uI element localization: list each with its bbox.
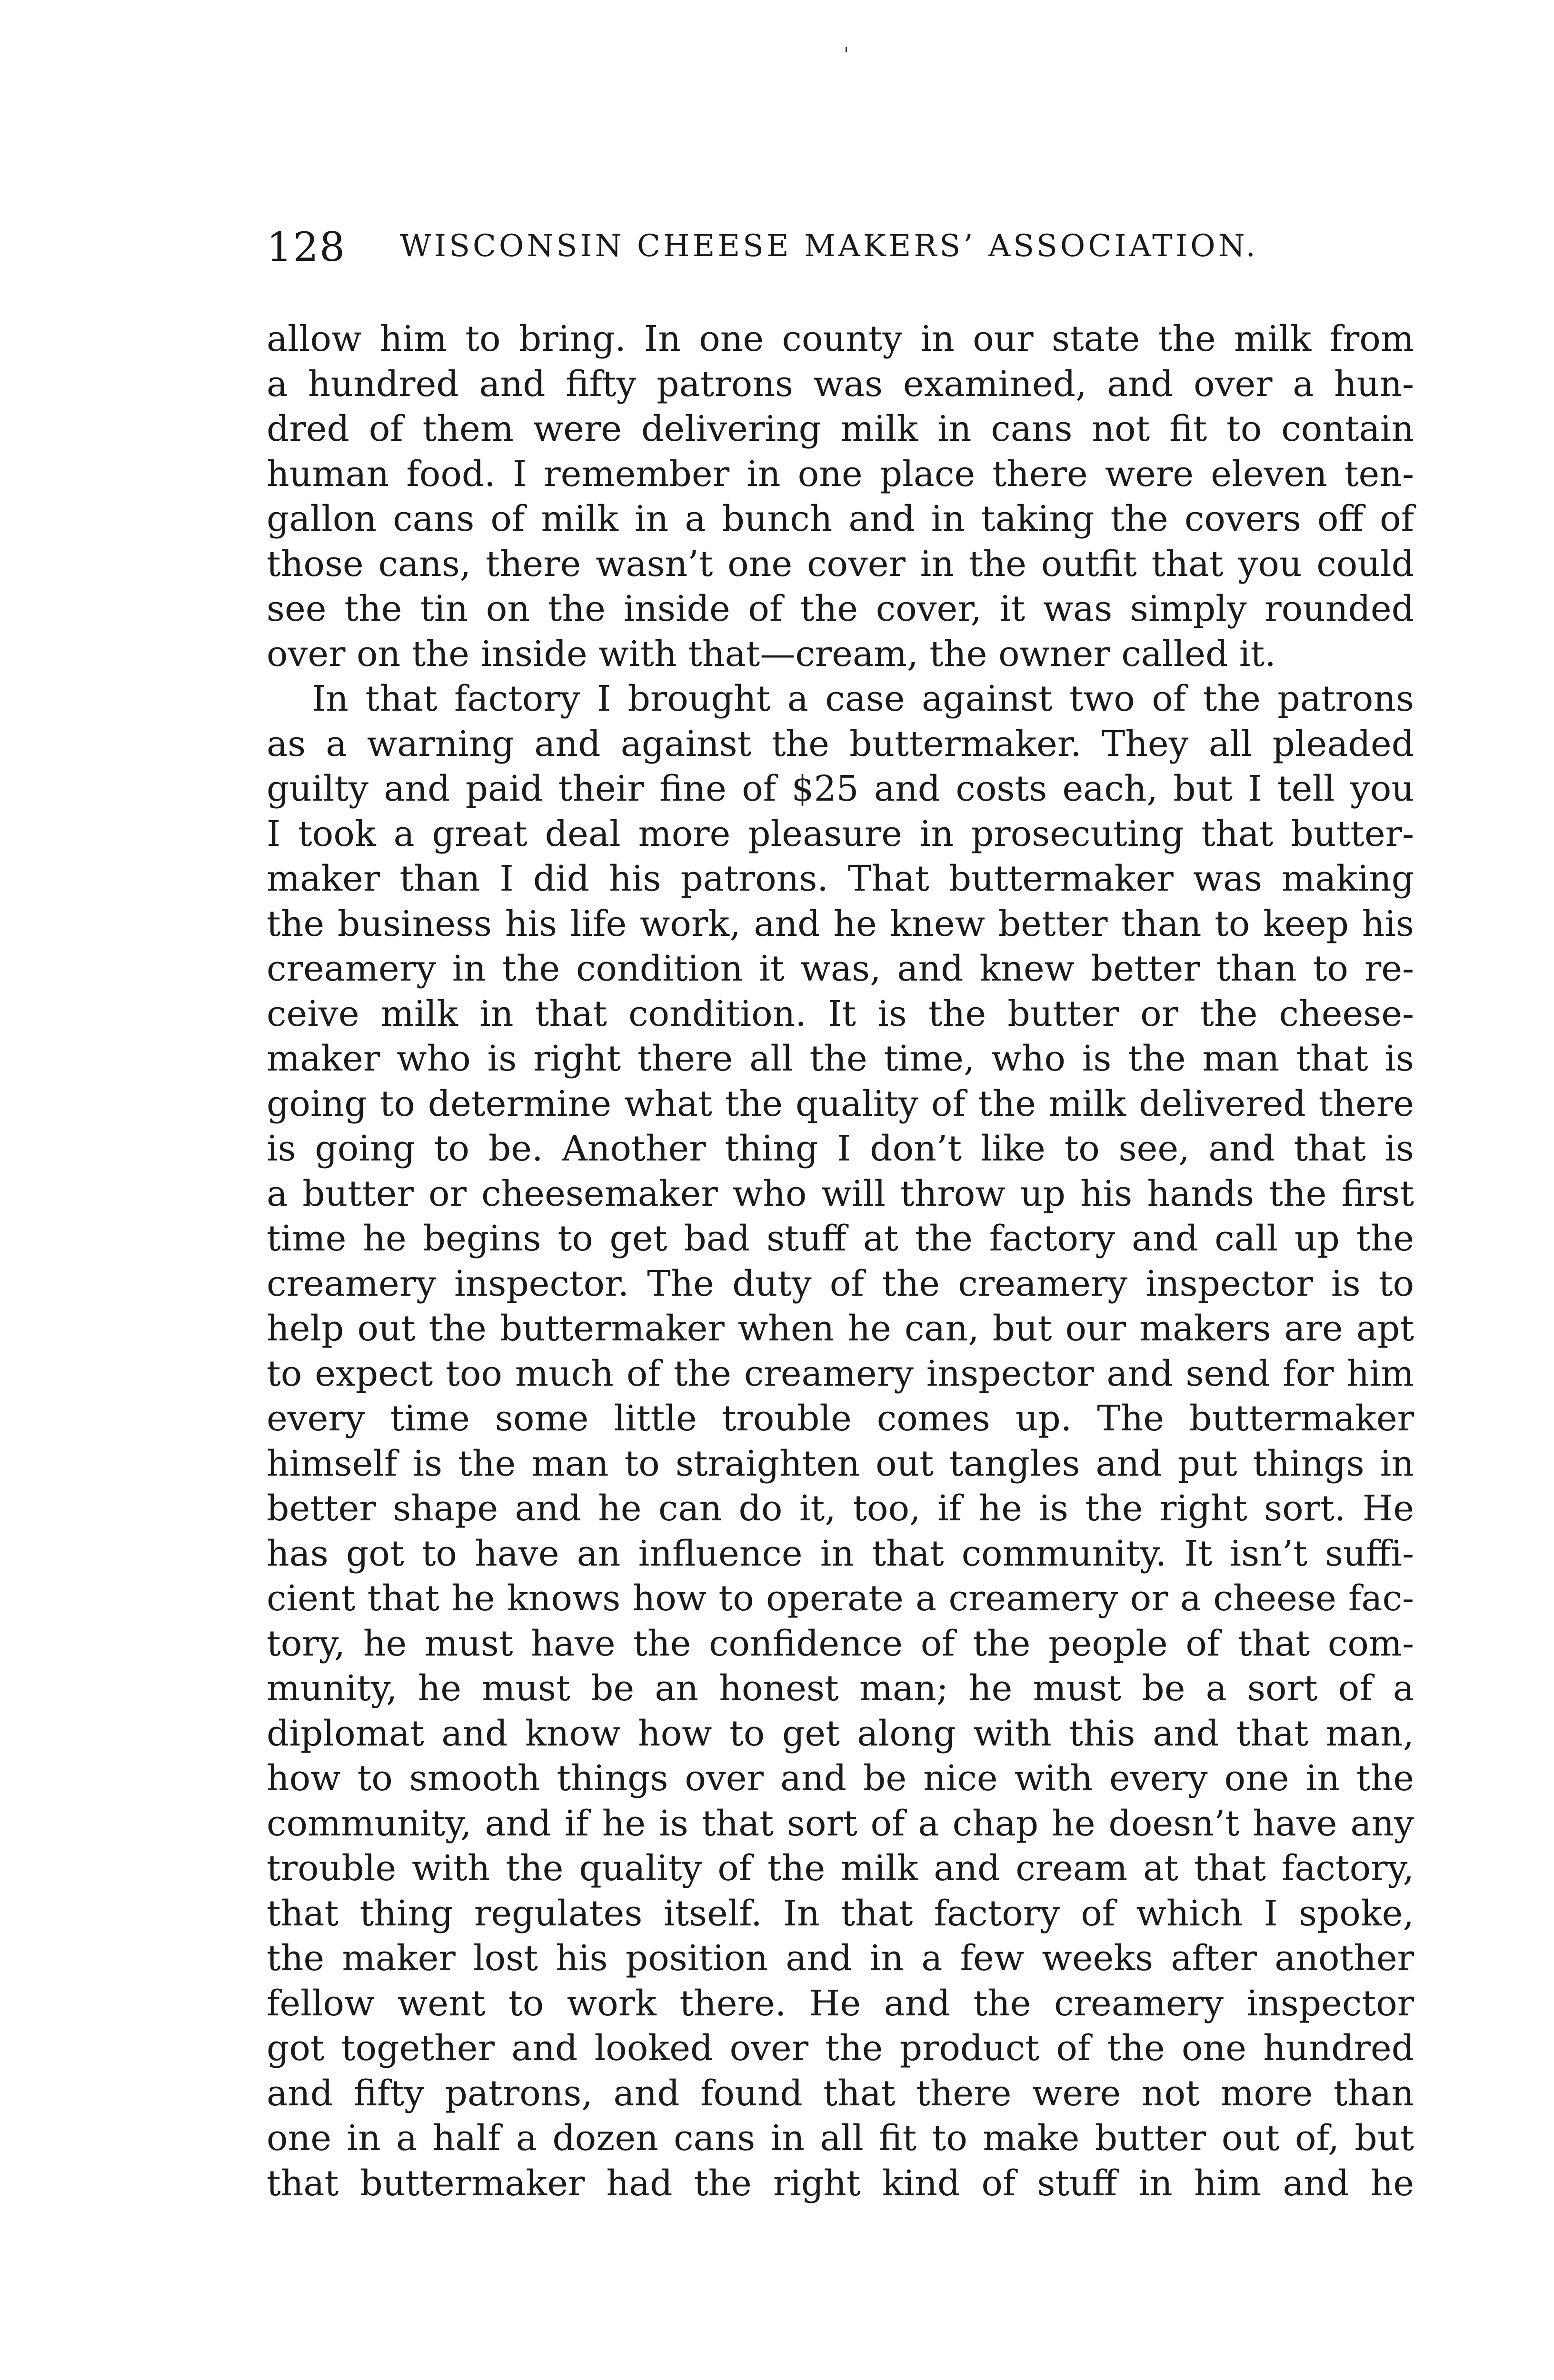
- text-line: dred of them were delivering milk in cans not fit to contain: [267, 408, 1414, 449]
- text-line: to expect too much of the creamery inspector and send for him: [267, 1353, 1414, 1394]
- body-text: [267, 317, 1414, 2206]
- text-line: is going to be. Another thing I don’t like to see, and that is: [267, 1128, 1414, 1169]
- paragraph-start-line: In that factory I brought a case against two of the patrons: [312, 678, 1414, 719]
- running-head: [267, 224, 1409, 281]
- text-line: human food. I remember in one place there were eleven ten-: [267, 453, 1414, 495]
- text-line: a butter or cheesemaker who will throw up his hands the first: [267, 1173, 1414, 1214]
- text-line: cient that he knows how to operate a creamery or a cheese fac-: [267, 1578, 1414, 1619]
- text-line: a hundred and fifty patrons was examined, and over a hun-: [267, 363, 1414, 405]
- text-line: diplomat and know how to get along with this and that man,: [267, 1713, 1414, 1754]
- text-line: guilty and paid their fine of $25 and costs each, but I tell you: [267, 768, 1414, 809]
- stray-mark: ': [844, 44, 849, 66]
- text-line: how to smooth things over and be nice with every one in the: [267, 1758, 1414, 1799]
- text-line: as a warning and against the buttermaker. They all pleaded: [267, 723, 1414, 764]
- text-line: I took a great deal more pleasure in prosecuting that butter-: [267, 813, 1414, 854]
- text-line: every time some little trouble comes up. The buttermaker: [267, 1398, 1414, 1439]
- text-line: allow him to bring. In one county in our state the milk from: [267, 318, 1414, 359]
- text-line: one in a half a dozen cans in all fit to make butter out of, but: [267, 2118, 1414, 2159]
- text-line: going to determine what the quality of the milk delivered there: [267, 1083, 1414, 1124]
- text-line: help out the buttermaker when he can, but our makers are apt: [267, 1308, 1414, 1349]
- text-line: those cans, there wasn’t one cover in the outfit that you could: [267, 543, 1414, 585]
- text-line: maker who is right there all the time, who is the man that is: [267, 1038, 1414, 1079]
- text-line: fellow went to work there. He and the creamery inspector: [267, 1983, 1414, 2024]
- text-line: maker than I did his patrons. That buttermaker was making: [267, 858, 1414, 899]
- text-line: better shape and he can do it, too, if he is the right sort. He: [267, 1488, 1414, 1529]
- running-head-title: WISCONSIN CHEESE MAKERS’ ASSOCIATION.: [400, 228, 1258, 264]
- text-line: tory, he must have the confidence of the people of that com-: [267, 1623, 1414, 1664]
- text-line: and fifty patrons, and found that there were not more than: [267, 2073, 1414, 2114]
- text-line: munity, he must be an honest man; he must be a sort of a: [267, 1668, 1414, 1709]
- text-line: creamery inspector. The duty of the creamery inspector is to: [267, 1263, 1414, 1304]
- text-line: that buttermaker had the right kind of stuff in him and he: [267, 2162, 1414, 2204]
- text-line: community, and if he is that sort of a chap he doesn’t have any: [267, 1803, 1414, 1844]
- text-line: see the tin on the inside of the cover, it was simply rounded: [267, 588, 1414, 629]
- text-line: creamery in the condition it was, and knew better than to re-: [267, 948, 1414, 989]
- text-line: has got to have an influence in that community. It isn’t suffi-: [267, 1533, 1414, 1574]
- text-line: that thing regulates itself. In that factory of which I spoke,: [267, 1893, 1414, 1934]
- text-line: the maker lost his position and in a few weeks after another: [267, 1938, 1414, 1979]
- text-line: ceive milk in that condition. It is the butter or the cheese-: [267, 993, 1414, 1034]
- text-line: the business his life work, and he knew better than to keep his: [267, 903, 1414, 944]
- text-line: time he begins to get bad stuff at the factory and call up the: [267, 1218, 1414, 1259]
- text-line: trouble with the quality of the milk and cream at that factory,: [267, 1848, 1414, 1889]
- text-line: got together and looked over the product of the one hundred: [267, 2028, 1414, 2069]
- text-line: gallon cans of milk in a bunch and in taking the covers off of: [267, 498, 1414, 539]
- text-line: himself is the man to straighten out tangles and put things in: [267, 1443, 1414, 1484]
- paragraph-end-line: over on the inside with that—cream, the owner called it.: [267, 633, 1276, 674]
- page-number: 128: [267, 224, 346, 270]
